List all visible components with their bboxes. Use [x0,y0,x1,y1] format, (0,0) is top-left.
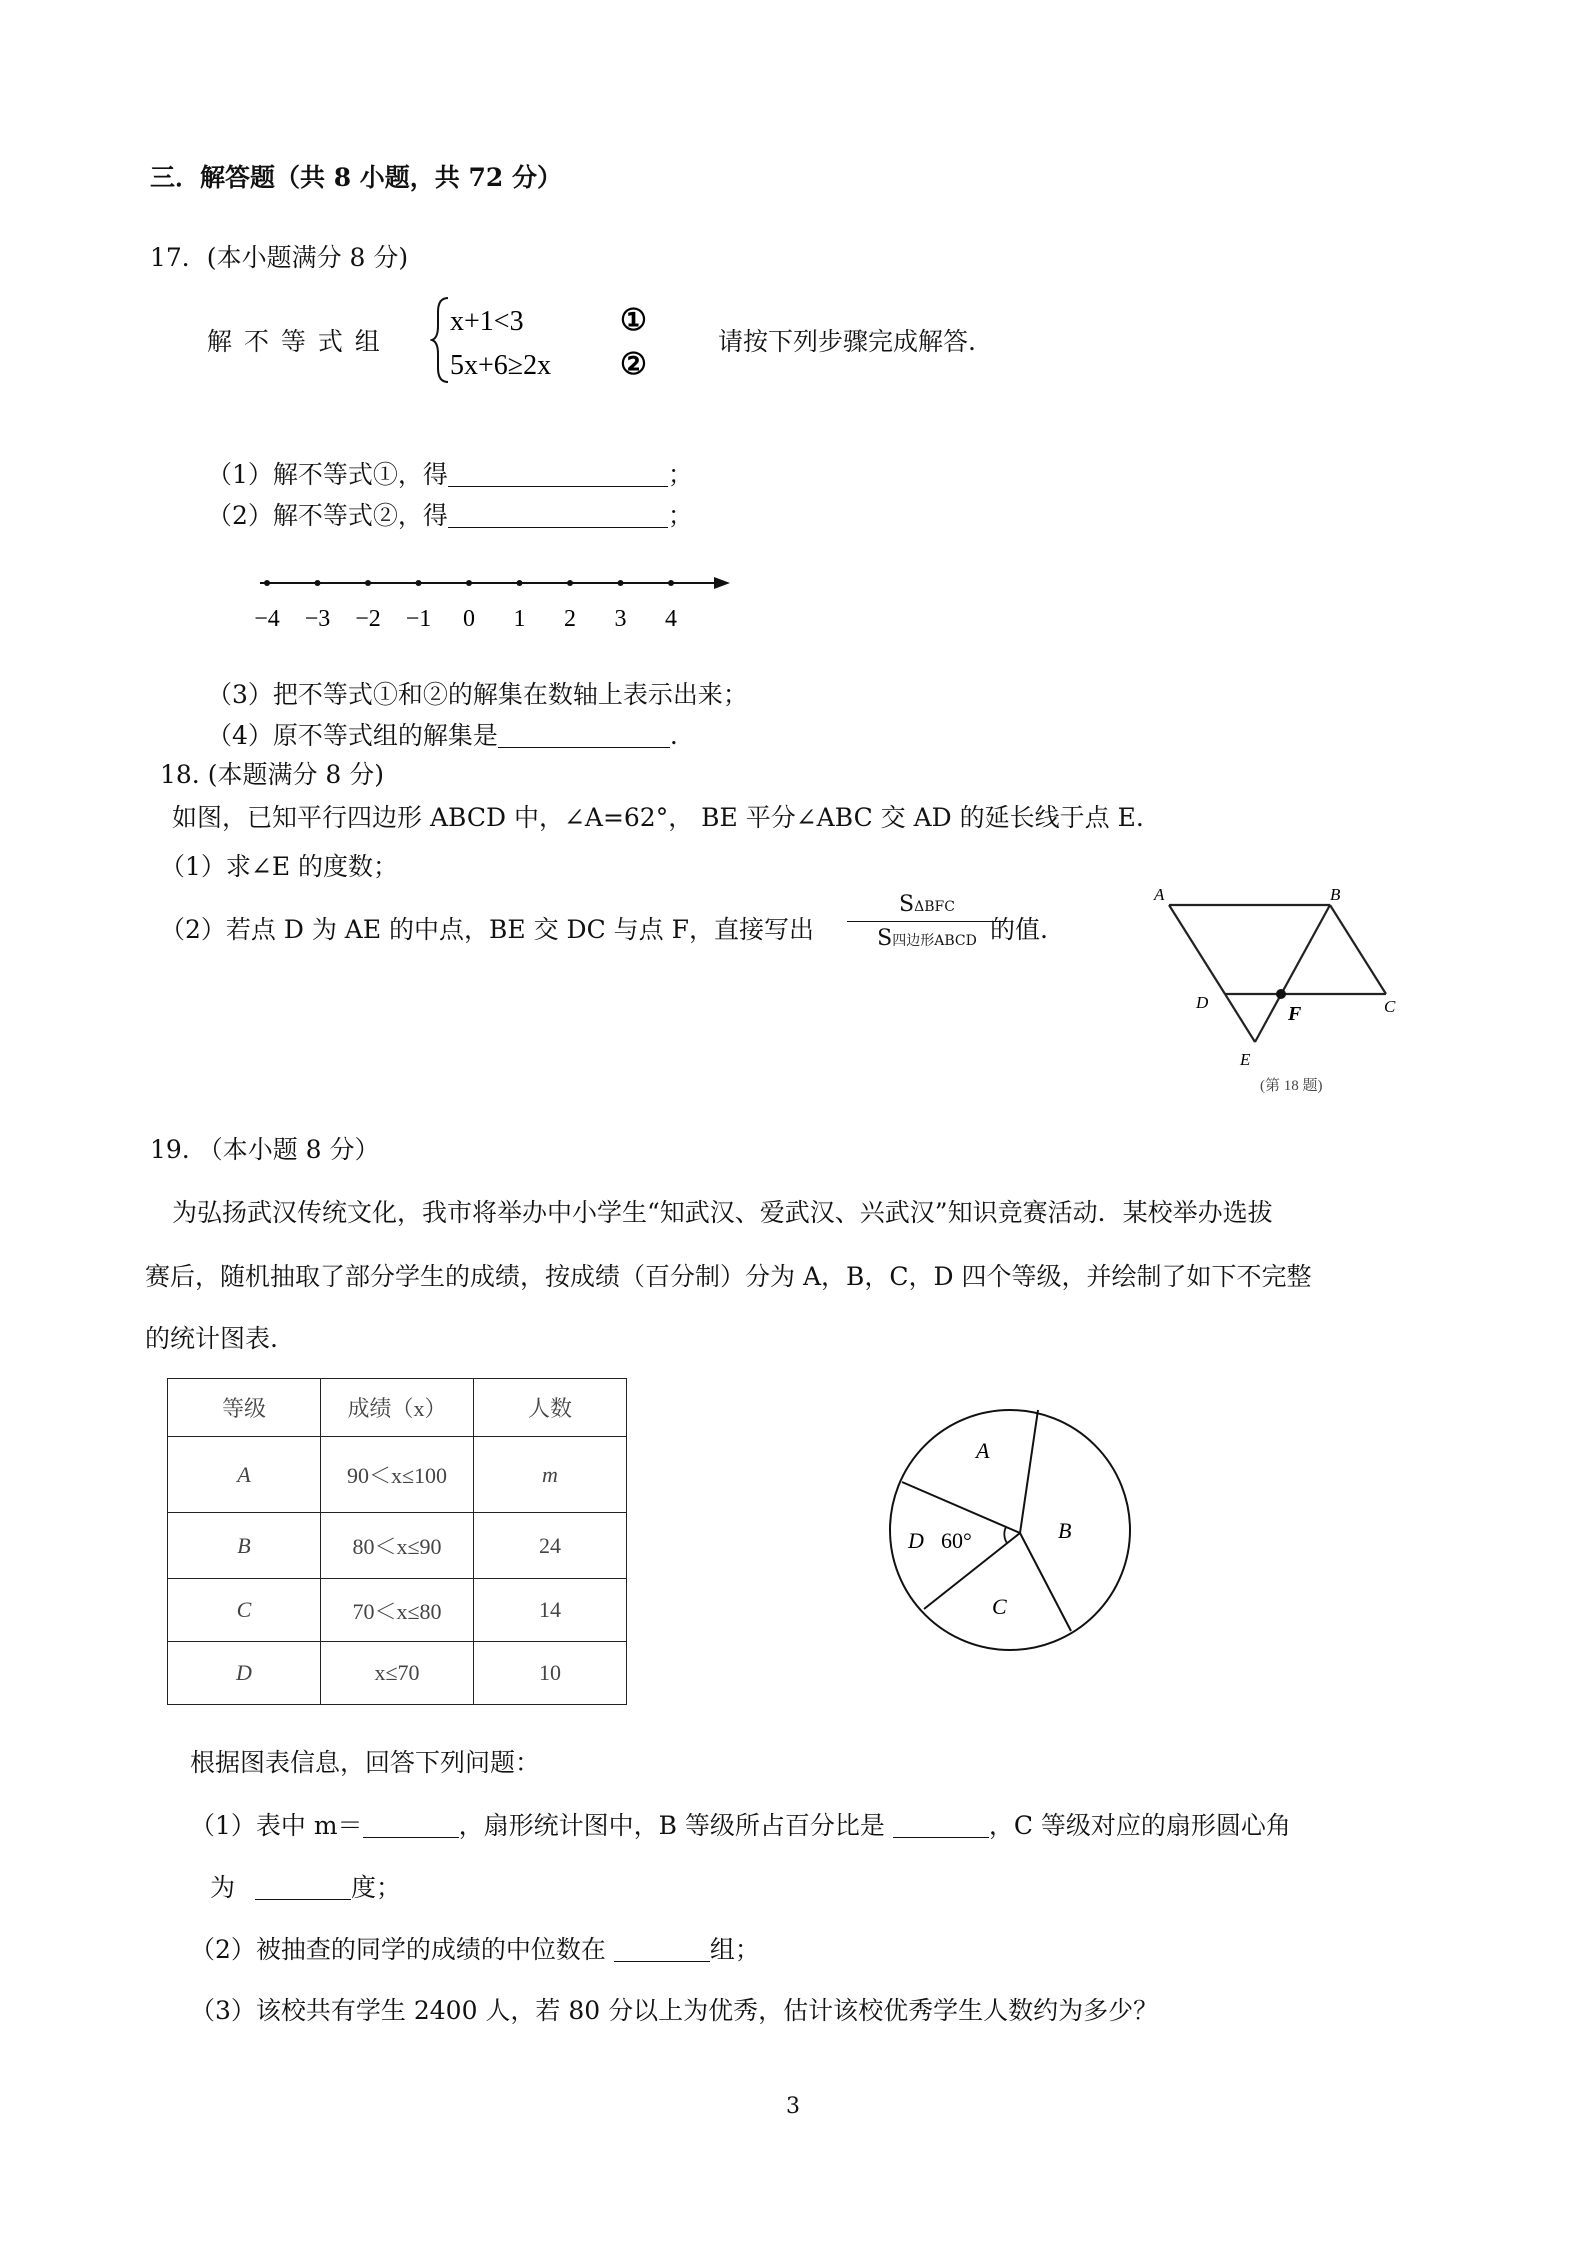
pie-divider-BC [1020,1533,1071,1631]
inequality-2: 5x+6≥2x [450,350,552,381]
number-line-tick [567,580,573,586]
mark-1: ① [620,304,647,337]
number-line-label: 2 [564,606,576,632]
q17-prompt: 解 不 等 式 组 [207,327,382,356]
number-line-tick [416,580,422,586]
point-F [1276,989,1286,999]
q19-q3: （3）该校共有学生 2400 人，若 80 分以上为优秀，估计该校优秀学生人数约为多少？ [190,1996,1159,2025]
pie-divider-DA [902,1482,1020,1533]
number-line-label: 3 [614,606,627,632]
inequality-1: x+1<3 [450,306,524,337]
inequality-system [430,290,680,390]
label-A: A [1154,885,1165,904]
number-line-label: −1 [405,606,432,632]
grade-table [167,1378,627,1705]
q17-step2: （2）解不等式②，得 ； [207,501,693,530]
pie-label-C: C [992,1594,1007,1619]
area-ratio-fraction: SΔBFC S四边形ABCD [847,892,1007,951]
pie-label-B: B [1058,1518,1072,1543]
q18-intro: 如图，已知平行四边形 ABCD 中，∠A=62°， BE 平分∠ABC 交 AD 的延长线于点 E. [172,803,1144,832]
q19-q1-line2: 为 度； [210,1873,401,1902]
number-line-label: −2 [355,606,381,632]
answer-blank-percent[interactable] [893,1809,989,1838]
q17-header: 17．(本小题满分 8 分) [150,243,409,272]
number-line-tick [365,580,371,586]
figure-caption: (第 18 题) [1260,1078,1323,1094]
section-title: 三．解答题（共 8 小题，共 72 分） [150,163,563,192]
q19-q1-line1: （1）表中 m＝ ，扇形统计图中，B 等级所占百分比是 ，C 等级对应的扇形圆心角 [190,1811,1291,1840]
q19-para-line1: 为弘扬武汉传统文化，我市将举办中小学生“知武汉、爱武汉、兴武汉”知识竞赛活动．某校举办选拔 [172,1198,1273,1227]
table-header: 等级 [168,1379,321,1437]
number-line-tick [264,580,270,586]
angle-arc [1004,1527,1007,1543]
q18-part1: （1）求∠E 的度数； [160,852,399,881]
q18-part2: （2）若点 D 为 AE 的中点，BE 交 DC 与点 F，直接写出 [160,915,814,944]
answer-blank-2[interactable] [448,499,668,528]
table-header: 成绩（x） [321,1379,474,1437]
q17-instruction: 请按下列步骤完成解答. [718,327,976,356]
number-line-label: −3 [304,606,331,632]
q19-para-line3: 的统计图表. [145,1324,278,1353]
table-row: A 90＜x≤100 m [168,1437,627,1513]
q17-step3: （3）把不等式①和②的解集在数轴上表示出来； [207,680,748,709]
pie-label-A: A [976,1438,990,1463]
q19-intro-q: 根据图表信息，回答下列问题： [190,1748,541,1777]
number-line-tick [315,580,321,586]
mark-2: ② [620,348,647,381]
q18-part2-end: 的值. [990,915,1048,944]
label-B: B [1330,885,1341,904]
q19-q2: （2）被抽查的同学的成绩的中位数在 组； [190,1935,760,1964]
number-line-tick [466,580,472,586]
answer-blank-m[interactable] [363,1809,459,1838]
number-line-tick [668,580,674,586]
q19-para-line2: 赛后，随机抽取了部分学生的成绩，按成绩（百分制）分为 A，B，C，D 四个等级，并绘制了如下不完整 [145,1262,1312,1291]
number-line-tick [618,580,624,586]
number-line [240,560,740,640]
q17-step4: （4）原不等式组的解集是 . [207,721,678,750]
number-line-tick [517,580,523,586]
label-C: C [1384,997,1396,1016]
answer-blank-median[interactable] [614,1933,710,1962]
label-F: F [1288,1003,1302,1025]
label-E: E [1240,1050,1251,1069]
page-number: 3 [786,2094,800,2119]
table-row: C 70＜x≤80 14 [168,1579,627,1642]
number-line-label: 4 [665,606,677,632]
number-line-label: 0 [463,606,475,632]
answer-blank-3[interactable] [498,719,670,748]
table-row: D x≤70 10 [168,1642,627,1705]
pie-chart [880,1400,1140,1660]
pie-label-D: D [908,1528,924,1553]
number-line-label: −4 [254,606,280,632]
q17-step1: （1）解不等式①，得 ； [207,460,693,489]
label-D: D [1196,993,1209,1012]
answer-blank-angle[interactable] [255,1871,351,1900]
table-row: B 80＜x≤90 24 [168,1513,627,1579]
pie-angle-label: 60° [941,1528,972,1553]
answer-blank-1[interactable] [448,458,668,487]
table-header: 人数 [474,1379,627,1437]
pie-divider-AB [1020,1410,1038,1533]
number-line-label: 1 [513,606,526,632]
q19-header: 19. （本小题 8 分） [150,1135,380,1164]
q18-header: 18. (本题满分 8 分) [160,760,385,789]
parallelogram-figure [1140,870,1420,1110]
